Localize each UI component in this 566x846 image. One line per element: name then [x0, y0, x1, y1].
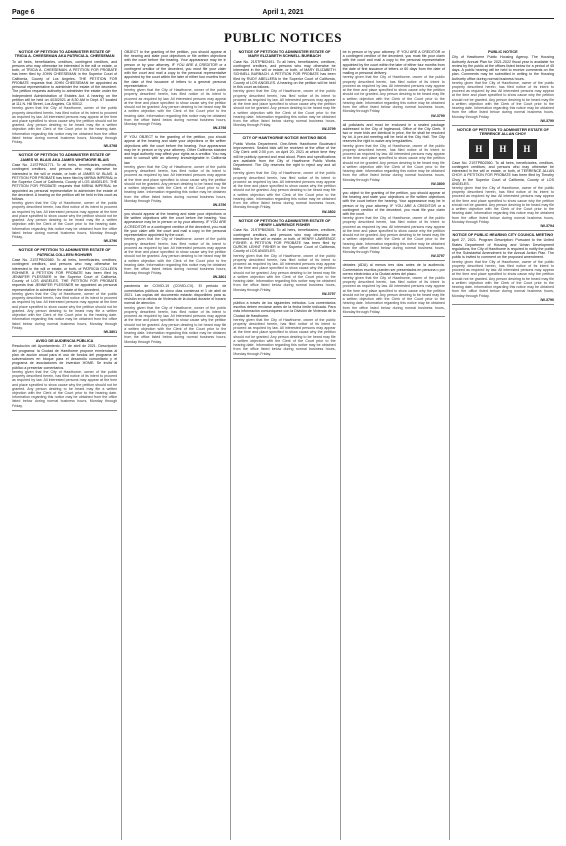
notice-reference-number: IW-3802 [322, 209, 336, 214]
notice-reference-number: IW-3801 [103, 330, 118, 335]
section-title: PUBLIC NOTICES [224, 30, 342, 45]
notice-heading: AVISO DE AUDIENCIA PÚBLICA [35, 339, 94, 344]
notice-reference-number: IW-3796 [103, 239, 118, 244]
notice-body: Case No. 21STPB01771. To all heirs, beneficiaries, creditors, contingent creditors, and persons who may otherwise be interested in the will or estate, or both of JAMES W. BLAIS. A PETITION FOR PROBATE has been filed by MIRNA IMPERIAL in the Superior Court of California, County of LOS ANGELES. THE PETITION FOR PROBATE requests that MIRNA IMPERIAL be appointed as personal representative to administer the estate of the decedent. A hearing on the petition will be held in this court as follows. [12, 163, 118, 201]
legal-notice [124, 212, 226, 283]
notice-body: Case No. 21STPB02580. To all heirs, beneficiaries, creditors, contingent creditors, and persons who may otherwise be interested in the will or estate, or both, of PATRICIA COLLEEN ROHWER. A PETITION FOR PROBATE has been filed by JENNIFER PLESSNER in the Superior Court of California, County of LOS ANGELES. THE PETITION FOR PROBATE requests that JENNIFER PLESSNER be appointed as personal representative to administer the estate of the decedent. [12, 258, 118, 292]
legal-notice [124, 284, 226, 346]
notice-heading: NOTICE OF PETITION TO ADMINISTER ESTATE OF MARY ELIZABETH SCHNELL BURBACH [238, 50, 331, 59]
notice-body: IF YOU OBJECT to the granting of the petition, you should appear at the hearing and state your objections or file written objections with the court before the hearing. Your appearance may be in person or by your attorney. Other California statutes and legal authority may affect your rights as a creditor. You may want to consult with an attorney knowledgeable in California law. [124, 135, 227, 165]
page-number: Page 6 [12, 8, 35, 16]
notice-reference-number: IW-3798 [103, 144, 118, 149]
notice-reference-number: IW-3790 [540, 297, 554, 302]
notice-continuation: hereby given that the City of Hawthorne, owner of the public property described herein, has filed notice of its intent to proceed as required by law. All interested persons may appear at the time and place specified to show cause why the petition should not be granted. Any person desiring to be heard may file a written objection with the Clerk of the Court prior to the hearing date. Information regarding this notice may be obtained from the office listed below during normal business hours, Monday through Friday. [233, 253, 336, 292]
notice-body: you should appear at the hearing and state your objections or file written objections with the court before the hearing. Your appearance may be in person or by your attorney. IF YOU ARE A CREDITOR or a contingent creditor of the decedent, you must file your claim with the court and mail a copy to the personal representative appointed by the court. [124, 211, 227, 238]
notice-continuation: hereby given that the City of Hawthorne, owner of the public property described herein, has filed notice of its intent to proceed as required by law. All interested persons may appear at the time and place specified to show cause why the petition should not be granted. Any person desiring to be heard may file a written objection with the Clerk of the Court prior to the hearing date. Information regarding this notice may be obtained from the office listed below during normal business hours, Monday through Friday. [233, 89, 336, 128]
notice-body: Public Works Department. One-Week Hawthorne Boulevard Improvement. Sealed bids will be received at the office of the City Clerk until 2:00 p.m. on April 20, 2021 at which time they will be publicly opened and read aloud. Plans and specifications are available from the City of Hawthorne Public Works Department. The City reserves the right to reject any and all bids. [233, 141, 336, 172]
notice-continuation: hereby given that the City of Hawthorne, owner of the public property described herein, has filed notice of its intent to proceed as required by law. All interested persons may appear at the time and place specified to show cause why the petition should not be granted. Any person desiring to be heard may file a written objection with the Clerk of the Court prior to the hearing date. Information regarding this notice may be obtained from the office listed below during normal business hours, Monday through Friday. [12, 201, 118, 240]
legal-notice [343, 191, 445, 262]
legal-notice [233, 301, 335, 359]
notice-reference-number: IW-3798 [212, 126, 227, 131]
notice-continuation: hereby given that the City of Hawthorne, owner of the public property described herein, has filed notice of its intent to proceed as required by law. All interested persons may appear at the time and place specified to show cause why the petition should not be granted. Any person desiring to be heard may file a written objection with the Clerk of the Court prior to the hearing date. Information regarding this notice may be obtained from the office listed below during normal business hours, Monday through Friday. [12, 369, 118, 408]
notice-continuation: hereby given that the City of Hawthorne, owner of the public property described herein, has filed notice of its intent to proceed as required by law. All interested persons may appear at the time and place specified to show cause why the petition should not be granted. Any person desiring to be heard may file a written objection with the Clerk of the Court prior to the hearing date. Information regarding this notice may be obtained from the office listed below during normal business hours, Monday through Friday. [124, 237, 227, 276]
notice-continuation: hereby given that the City of Hawthorne, owner of the public property described herein, has filed notice of its intent to proceed as required by law. All interested persons may appear at the time and place specified to show cause why the petition should not be granted. Any person desiring to be heard may file a written objection with the Clerk of the Court prior to the hearing date. Information regarding this notice may be obtained from the office listed below during normal business hours, Monday through Friday. [233, 317, 336, 356]
notice-continuation: hereby given that the City of Hawthorne, owner of the public property described herein, has filed notice of its intent to proceed as required by law. All interested persons may appear at the time and place specified to show cause why the petition should not be granted. Any person desiring to be heard may file a written objection with the Clerk of the Court prior to the hearing date. Information regarding this notice may be obtained from the office listed below during normal business hours, Monday through Friday. [342, 143, 445, 182]
notice-heading: NOTICE OF PETITION TO ADMINISTER ESTATE OF HENRY LAWRENCE FISHER [238, 218, 331, 227]
legal-notice [12, 50, 117, 151]
city-seal-logo: H [493, 139, 513, 159]
notice-body: To all heirs, beneficiaries, creditors, contingent creditors, and persons who may otherwise be interested in the will or estate, or both, of TRICIA A. CHEESEMAN. A PETITION FOR PROBATE has been filed by JOHN CHEESEMAN in the Superior Court of California, County of Los Angeles. THE PETITION FOR PROBATE requests that JOHN CHEESEMAN be appointed as personal representative to administer the estate of the decedent. The petition requests authority to administer the estate under the Independent Administration of Estates Act. A hearing on the petition will be held on 4/15/2021 at 8:30 AM in Dept. 67 located at 111 N. Hill Street, Los Angeles, CA 90012. [12, 59, 118, 107]
legal-notice [452, 233, 554, 305]
notice-reference-number: IW-3800 [431, 181, 445, 186]
legal-notice [124, 50, 226, 133]
notice-body: debates (ADA) al menos tres días antes de la audiencia. Comentarios escritos pueden ser presentados en persona o por correo electrónico a la Ciudad antes del plazo. [342, 263, 445, 276]
notice-reference-number: IW-3799 [322, 127, 336, 132]
notice-body: all pollutants and must be enclosed in a sealed package addressed to the City of Inglewood, Office of the City Clerk. If two or more bids are identical in price, the tie shall be resolved by lot. A pre-bid meeting will be held at the City Hall. The City reserves the right to waive any irregularities. [342, 122, 445, 144]
column-4 [340, 50, 445, 840]
notice-heading: CITY OF HAWTHORNE NOTICE INVITING BIDS [242, 136, 327, 141]
notice-body: City of Hawthorne Public Housing Agency. The Housing Authority Annual Plan for 2021-2022 fiscal year is available for review by the public at the offices listed below for a period of 45 days. A public hearing will be held to receive comments on the plan. Comments may be submitted in writing to the Housing Authority office during normal business hours. [451, 55, 554, 81]
notice-heading: NOTICE OF PETITION TO ADMINISTER ESTATE OF TRICIA A. CHEESEMAN AKA PATRICIA A. CHEESEMAN [14, 50, 115, 59]
legal-notice [12, 153, 117, 246]
city-seal-logo: H [469, 139, 489, 159]
notice-body: be in person or by your attorney. IF YOU ARE A CREDITOR or a contingent creditor of the decedent, you must file your claim with the court and mail a copy to the personal representative appointed by the court within the later of either four months from the date of first issuance of letters or 60 days from the date of mailing or personal delivery. [342, 50, 445, 76]
notice-body: Case No. 21STPB02560. To all heirs, beneficiaries, creditors, contingent creditors, and persons who may otherwise be interested in the will or estate, or both, of TERRENCE ALLAN CHOY. A PETITION FOR PROBATE has been filed by Timothy Choy in the Superior Court of California, County of LOS ANGELES. [451, 160, 554, 186]
city-seal-logo: H [517, 139, 537, 159]
legal-notice [343, 50, 445, 121]
notice-reference-number: IW-3801 [212, 275, 227, 280]
legal-notice [12, 248, 117, 337]
notice-heading: NOTICE OF PUBLIC HEARING CITY COUNCIL MEETING [452, 233, 554, 238]
notice-continuation: hereby given that the City of Hawthorne, owner of the public property described herein, has filed notice of its intent to proceed as required by law. All interested persons may appear at the time and place specified to show cause why the petition should not be granted. Any person desiring to be heard may file a written objection with the Clerk of the Court prior to the hearing date. Information regarding this notice may be obtained from the office listed below during normal business hours, Monday through Friday. [342, 276, 445, 314]
notice-body: OBJECT to the granting of the petition, you should appear at the hearing and state your objections or file written objections with the court before the hearing. Your appearance may be in person or by your attorney. IF YOU ARE A CREDITOR or a contingent creditor of the decedent, you must file your claim with the court and mail a copy to the personal representative appointed by the court within the later of either four months from the date of first issuance of letters to a general personal representative. [124, 50, 227, 88]
notice-reference-number: IW-3797 [431, 254, 445, 259]
notice-continuation: hereby given that the City of Hawthorne, owner of the public property described herein, has filed notice of its intent to proceed as required by law. All interested persons may appear at the time and place specified to show cause why the petition should not be granted. Any person desiring to be heard may file a written objection with the Clerk of the Court prior to the hearing date. Information regarding this notice may be obtained from the office listed below during normal business hours, Monday through Friday. [12, 106, 118, 145]
legal-notice [343, 123, 445, 189]
legal-notice [233, 50, 335, 134]
notice-continuation: hereby given that the City of Hawthorne, owner of the public property described herein, has filed notice of its intent to proceed as required by law. All interested persons may appear at the time and place specified to show cause why the petition should not be granted. Any person desiring to be heard may file a written objection with the Clerk of the Court prior to the hearing date. Information regarding this notice may be obtained from the office listed below during normal business hours, Monday through Friday. [451, 80, 554, 119]
legal-notice [12, 339, 117, 411]
notice-heading: NOTICE OF PETITION TO ADMINISTER ESTATE OF JAMES W. BLAIS AKA JAMES WHITMORE BLAIS [18, 153, 111, 162]
notice-heading: NOTICE OF PETITION TO ADMINISTER ESTATE OF TERRENCE ALLAN CHOY [456, 127, 549, 137]
notice-body: pandemia de COVID-19 (COVID-CV). El periodo de comentarios públicos de cinco días comienza el 1 de abril de 2021. Las copias del documento estarán disponibles para su revisión en la oficina de Vivienda de la ciudad durante el horario normal de atención. [124, 284, 227, 306]
column-5 [449, 50, 554, 840]
notice-continuation: hereby given that the City of Hawthorne, owner of the public property described herein, has filed notice of its intent to proceed as required by law. All interested persons may appear at the time and place specified to show cause why the petition should not be granted. Any person desiring to be heard may file a written objection with the Clerk of the Court prior to the hearing date. Information regarding this notice may be obtained from the office listed below during normal business hours, Monday through Friday. [451, 186, 554, 224]
notice-continuation: hereby given that the City of Hawthorne, owner of the public property described herein, has filed notice of its intent to proceed as required by law. All interested persons may appear at the time and place specified to show cause why the petition should not be granted. Any person desiring to be heard may file a written objection with the Clerk of the Court prior to the hearing date. Information regarding this notice may be obtained from the office listed below during normal business hours, Monday through Friday. [124, 305, 227, 344]
legal-notice [233, 219, 335, 299]
notice-body: you object to the granting of the petition, you should appear at the hearing and state your objections or file written objections with the court before the hearing. Your appearance may be in person or by your attorney. IF YOU ARE A CREDITOR or a contingent creditor of the decedent, you must file your claim with the court. [342, 190, 445, 216]
notice-body: Case No. 21STPB02605. To all heirs, beneficiaries, creditors, contingent creditors, and persons who may otherwise be interested in the will or estate, or both, of HENRY LAWRENCE FISHER. A PETITION FOR PROBATE has been filed by DURCHI LEHNT FISHER in the Superior Court of California, County of LOS ANGELES. [233, 228, 336, 254]
notice-continuation: hereby given that the City of Hawthorne, owner of the public property described herein, has filed notice of its intent to proceed as required by law. All interested persons may appear at the time and place specified to show cause why the petition should not be granted. Any person desiring to be heard may file a written objection with the Clerk of the Court prior to the hearing date. Information regarding this notice may be obtained from the office listed below during normal business hours, Monday through Friday. [342, 216, 445, 255]
legal-notice [233, 136, 335, 216]
legal-notice [452, 128, 554, 231]
notice-continuation: hereby given that the City of Hawthorne, owner of the public property described herein, has filed notice of its intent to proceed as required by law. All interested persons may appear at the time and place specified to show cause why the petition should not be granted. Any person desiring to be heard may file a written objection with the Clerk of the Court prior to the hearing date. Information regarding this notice may be obtained from the office listed below during normal business hours, Monday through Friday. [124, 88, 227, 126]
notice-continuation: hereby given that the City of Hawthorne, owner of the public property described herein, has filed notice of its intent to proceed as required by law. All interested persons may appear at the time and place specified to show cause why the petition should not be granted. Any person desiring to be heard may file a written objection with the Clerk of the Court prior to the hearing date. Information regarding this notice may be obtained from the office listed below during normal business hours, Monday through Friday. [451, 259, 554, 298]
legal-notice [343, 263, 445, 317]
column-3 [230, 50, 335, 840]
notice-heading: NOTICE OF PETITION TO ADMINISTER ESTATE OF PATRICIA COLLEEN ROHWER [18, 248, 111, 257]
column-2 [121, 50, 226, 840]
notice-continuation: hereby given that the City of Hawthorne, owner of the public property described herein, has filed notice of its intent to proceed as required by law. All interested persons may appear at the time and place specified to show cause why the petition should not be granted. Any person desiring to be heard may file a written objection with the Clerk of the Court prior to the hearing date. Information regarding this notice may be obtained from the office listed below during normal business hours, Monday through Friday. [342, 75, 445, 114]
notice-reference-number: IW-3797 [322, 291, 336, 296]
legal-notice [452, 50, 554, 126]
notice-columns [12, 50, 554, 840]
notice-reference-number: IW-3790 [540, 118, 554, 123]
notice-reference-number: IW-3794 [540, 224, 554, 229]
notice-heading: PUBLIC NOTICE [488, 50, 518, 54]
notice-body: April 27, 2021. Program Description: Pursuant to the United States Department of Housing and Urban Development regulations, the City of Hawthorne is required to notify the public of the Substantial Amendment to the Annual Action Plan. The public is invited to comment on the proposed amendment. [451, 238, 554, 260]
legal-notice [124, 135, 226, 210]
issue-date: April 1, 2021 [262, 8, 304, 16]
notice-body: Case No. 21STPB02491. To all heirs, beneficiaries, creditors, contingent creditors, and persons who may otherwise be interested in the will or estate, or both, of MARY ELIZABETH SCHNELL BURBACH. A PETITION FOR PROBATE has been filed by RUDY ABELLERA in the Superior Court of California, County of LOS ANGELES. A hearing on the petition will be held in this court as follows. [233, 59, 336, 90]
notice-reference-number: IW-3796 [212, 202, 227, 207]
notice-body: Resolución del Ayuntamiento. 27 de abril de 2021. Descripción del programa: la Ciudad de Hawthorne propone enmiendas al plan de acción anual para el uso de fondos del programa de subvenciones en bloque para el desarrollo comunitario y el programa de asociaciones de inversión HOME. Se invita al público a presentar comentarios. [12, 344, 118, 370]
notice-continuation: hereby given that the City of Hawthorne, owner of the public property described herein, has filed notice of its intent to proceed as required by law. All interested persons may appear at the time and place specified to show cause why the petition should not be granted. Any person desiring to be heard may file a written objection with the Clerk of the Court prior to the hearing date. Information regarding this notice may be obtained from the office listed below during normal business hours, Monday through Friday. [12, 291, 118, 330]
notice-continuation: hereby given that the City of Hawthorne, owner of the public property described herein, has filed notice of its intent to proceed as required by law. All interested persons may appear at the time and place specified to show cause why the petition should not be granted. Any person desiring to be heard may file a written objection with the Clerk of the Court prior to the hearing date. Information regarding this notice may be obtained from the office listed below during normal business hours, Monday through Friday. [233, 171, 336, 210]
notice-reference-number: IW-3799 [431, 113, 445, 118]
notice-continuation: hereby given that the City of Hawthorne, owner of the public property described herein, has filed notice of its intent to proceed as required by law. All interested persons may appear at the time and place specified to show cause why the petition should not be granted. Any person desiring to be heard may file a written objection with the Clerk of the Court prior to the hearing date. Information regarding this notice may be obtained from the office listed below during normal business hours, Monday through Friday. [124, 164, 227, 203]
page-header [12, 6, 554, 19]
column-1 [12, 50, 117, 840]
notice-body: público a través de los siguientes métodos. Los comentarios escritos deben enviarse antes de la fecha límite indicada. Para más información comuníquese con la División de Vivienda de la Ciudad de Hawthorne. [233, 300, 336, 318]
city-logos [452, 139, 554, 159]
